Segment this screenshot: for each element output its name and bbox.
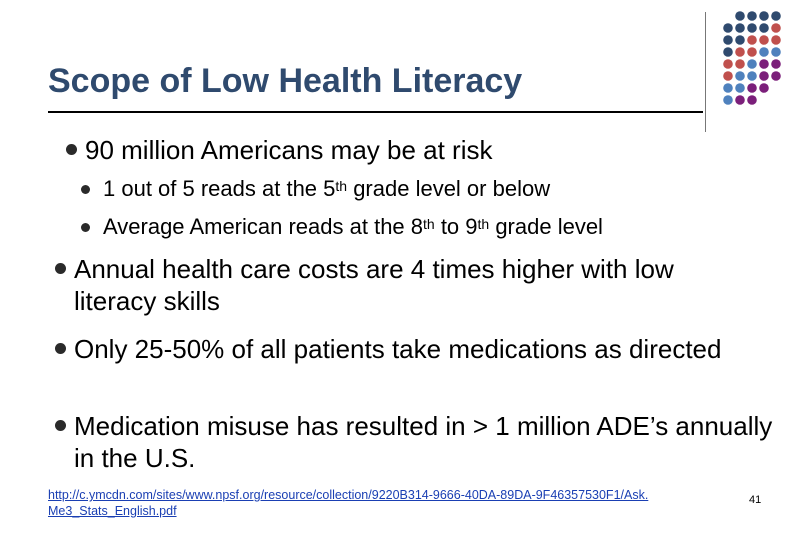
decorative-dot-grid — [722, 10, 802, 110]
bullet-text: Medication misuse has resulted in > 1 million ADE’s annually in the U.S. — [74, 411, 773, 473]
decorative-dot — [723, 95, 733, 105]
decorative-dot — [771, 35, 781, 45]
decorative-dot — [759, 35, 769, 45]
bullet-item — [74, 253, 744, 317]
bullet-dot — [55, 420, 66, 431]
bullet-dot — [66, 144, 77, 155]
sub-bullet-item: 1 out of 5 reads at the 5th grade level or below — [103, 176, 550, 202]
decorative-dot — [759, 59, 769, 69]
decorative-dot — [771, 23, 781, 33]
decorative-dot — [735, 47, 745, 57]
decorative-dot — [759, 23, 769, 33]
decorative-dot — [747, 71, 757, 81]
decorative-dot — [759, 83, 769, 93]
decorative-dot — [747, 47, 757, 57]
bullet-text: Only 25-50% of all patients take medications as directed — [74, 334, 722, 364]
sub-bullet-item: Average American reads at the 8th to 9th grade level — [103, 214, 603, 240]
decorative-dot — [735, 59, 745, 69]
decorative-dot — [747, 35, 757, 45]
decorative-dot — [735, 35, 745, 45]
decorative-dot — [747, 59, 757, 69]
decorative-dot — [759, 11, 769, 21]
bullet-dot — [81, 223, 90, 232]
decorative-dot — [735, 83, 745, 93]
decorative-dot — [723, 59, 733, 69]
bullet-dot — [55, 263, 66, 274]
bullet-item — [74, 333, 744, 365]
slide-number: 41 — [749, 494, 762, 506]
bullet-item — [74, 410, 784, 474]
source-link[interactable]: http://c.ymcdn.com/sites/www.npsf.org/resource/collection/9220B314-9666-40DA-89DA-9F46357530F1/Ask.Me3_Stats_English.pdf — [48, 488, 649, 518]
decorative-dot — [759, 47, 769, 57]
bullet-text: 90 million Americans may be at risk — [85, 135, 493, 165]
decorative-dot — [771, 11, 781, 21]
decorative-dot — [747, 95, 757, 105]
decorative-dot — [747, 11, 757, 21]
decorative-dot — [735, 11, 745, 21]
decorative-dot — [735, 95, 745, 105]
decorative-dot — [723, 83, 733, 93]
decorative-dot — [735, 71, 745, 81]
decorative-dot — [759, 71, 769, 81]
decorative-dot — [747, 23, 757, 33]
slide-title: Scope of Low Health Literacy — [48, 62, 523, 100]
decorative-dot — [747, 83, 757, 93]
decorative-dot — [723, 35, 733, 45]
bullet-text: Annual health care costs are 4 times higher with low literacy skills — [74, 254, 674, 316]
bullet-dot — [55, 343, 66, 354]
decorative-dot — [771, 71, 781, 81]
bullet-item — [85, 134, 492, 166]
decorative-dot — [723, 23, 733, 33]
bullet-dot — [81, 185, 90, 194]
decorative-dot — [771, 59, 781, 69]
decorative-dot — [723, 71, 733, 81]
decorative-dot — [735, 23, 745, 33]
vertical-divider — [705, 12, 706, 132]
decorative-dot — [723, 47, 733, 57]
decorative-dot — [771, 47, 781, 57]
title-underline — [48, 111, 703, 113]
